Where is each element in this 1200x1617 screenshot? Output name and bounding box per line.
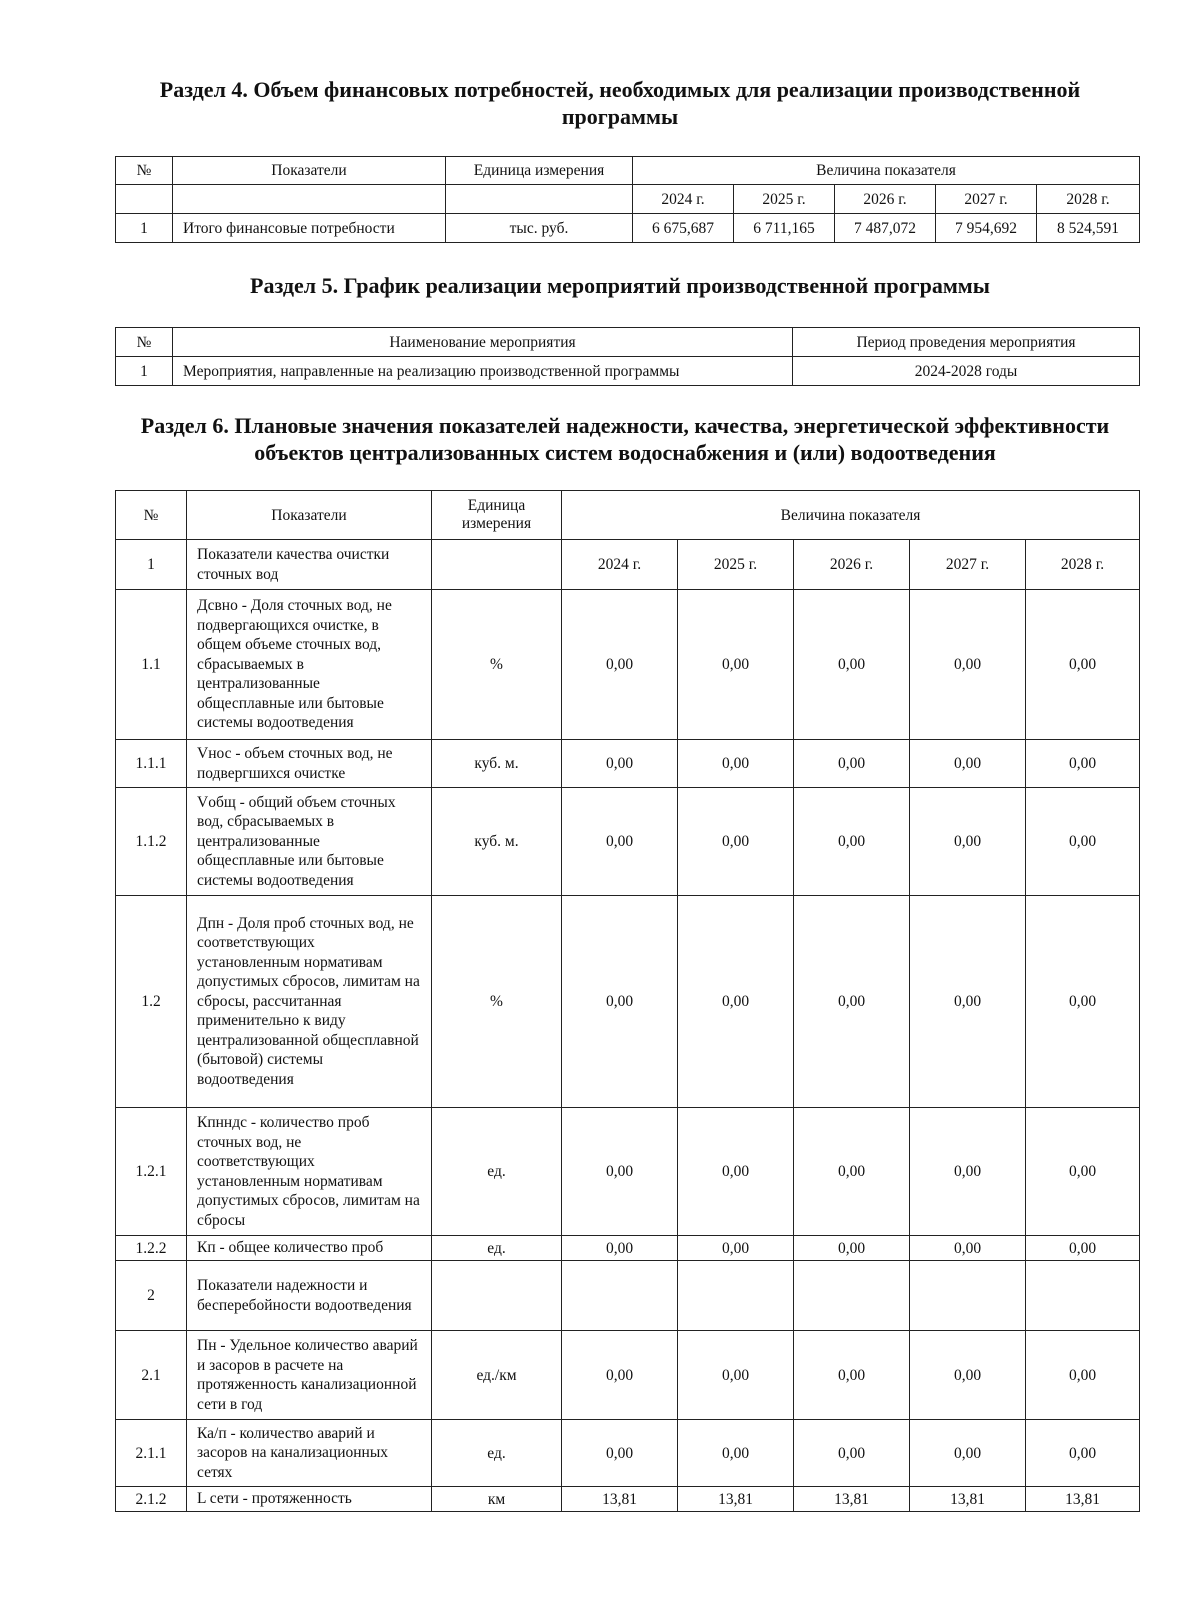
header-unit: Единица измерения	[432, 491, 562, 540]
row-indicator: L сети - протяженность	[187, 1487, 432, 1512]
row-num: 2	[116, 1261, 187, 1331]
row-unit: ед.	[432, 1420, 562, 1487]
value-cell: 0,00	[562, 788, 678, 896]
value-cell: 0,00	[562, 1420, 678, 1487]
header-num: №	[116, 491, 187, 540]
year-header: 2027 г.	[936, 185, 1037, 214]
value-cell: 0,00	[910, 1108, 1026, 1236]
value-cell: 0,00	[910, 740, 1026, 788]
value-cell: 0,00	[910, 1236, 1026, 1261]
row-num: 1.1.2	[116, 788, 187, 896]
year-header: 2028 г.	[1026, 540, 1140, 590]
header-name: Наименование мероприятия	[173, 328, 793, 357]
value-cell: 0,00	[562, 1108, 678, 1236]
section6-table	[115, 490, 1140, 1512]
row-num: 2.1	[116, 1331, 187, 1420]
value-cell: 8 524,591	[1037, 214, 1140, 243]
value-cell: 0,00	[910, 1331, 1026, 1420]
table-row	[116, 740, 1140, 788]
header-num: №	[116, 328, 173, 357]
header-num: №	[116, 157, 173, 185]
value-cell: 0,00	[1026, 1420, 1140, 1487]
row-indicator: Пн - Удельное количество аварий и засоров в расчете на протяженность канализационной сети в год	[187, 1331, 432, 1420]
value-cell: 0,00	[794, 788, 910, 896]
value-cell: 13,81	[562, 1487, 678, 1512]
row-unit: куб. м.	[432, 740, 562, 788]
header-period: Период проведения мероприятия	[793, 328, 1140, 357]
row-unit	[432, 1261, 562, 1331]
row-indicator: Vнос - объем сточных вод, не подвергшихся очистке	[187, 740, 432, 788]
row-unit: ед.	[432, 1236, 562, 1261]
year-header: 2024 г.	[633, 185, 734, 214]
row-num: 1.1.1	[116, 740, 187, 788]
year-header: 2025 г.	[678, 540, 794, 590]
value-cell: 0,00	[794, 740, 910, 788]
table-row	[116, 214, 1140, 243]
row-unit: ед./км	[432, 1331, 562, 1420]
row-num: 1	[116, 357, 173, 386]
value-cell: 13,81	[794, 1487, 910, 1512]
row-period: 2024-2028 годы	[793, 357, 1140, 386]
value-cell: 0,00	[1026, 788, 1140, 896]
row-num: 1.2.1	[116, 1108, 187, 1236]
value-cell: 0,00	[678, 896, 794, 1108]
empty-cell	[446, 185, 633, 214]
row-indicator: Кп - общее количество проб	[187, 1236, 432, 1261]
row-indicator: Vобщ - общий объем сточных вод, сбрасываемых в централизованные общесплавные или бытовые системы водоотведения	[187, 788, 432, 896]
value-cell: 0,00	[562, 740, 678, 788]
table-row	[116, 788, 1140, 896]
row-indicator: Итого финансовые потребности	[173, 214, 446, 243]
value-cell: 0,00	[562, 1331, 678, 1420]
row-indicator: Кпнндс - количество проб сточных вод, не соответствующих установленным нормативам допустимых сбросов, лимитам на сбросы	[187, 1108, 432, 1236]
value-cell: 6 675,687	[633, 214, 734, 243]
row-indicator: Показатели качества очистки сточных вод	[187, 540, 432, 590]
table-row	[116, 357, 1140, 386]
value-cell: 0,00	[678, 590, 794, 740]
value-cell: 0,00	[910, 788, 1026, 896]
year-header: 2026 г.	[835, 185, 936, 214]
row-num: 1.1	[116, 590, 187, 740]
value-cell	[910, 1261, 1026, 1331]
value-cell: 0,00	[794, 1420, 910, 1487]
row-unit: ед.	[432, 1108, 562, 1236]
value-cell: 0,00	[1026, 1331, 1140, 1420]
section4-table	[115, 156, 1140, 243]
value-cell: 0,00	[910, 1420, 1026, 1487]
header-value: Величина показателя	[562, 491, 1140, 540]
value-cell	[562, 1261, 678, 1331]
value-cell: 0,00	[678, 1108, 794, 1236]
value-cell: 0,00	[678, 1420, 794, 1487]
row-name: Мероприятия, направленные на реализацию производственной программы	[173, 357, 793, 386]
value-cell: 7 954,692	[936, 214, 1037, 243]
value-cell	[1026, 1261, 1140, 1331]
header-indicator: Показатели	[187, 491, 432, 540]
header-value: Величина показателя	[633, 157, 1140, 185]
table-row	[116, 896, 1140, 1108]
row-indicator: Дсвно - Доля сточных вод, не подвергающихся очистке, в общем объеме сточных вод, сбрасываемых в централизованные общесплавные или бытовые системы водоотведения	[187, 590, 432, 740]
value-cell: 0,00	[910, 590, 1026, 740]
value-cell: 0,00	[562, 1236, 678, 1261]
value-cell: 0,00	[562, 896, 678, 1108]
value-cell: 0,00	[1026, 740, 1140, 788]
value-cell: 0,00	[794, 1108, 910, 1236]
value-cell: 0,00	[1026, 1236, 1140, 1261]
value-cell	[794, 1261, 910, 1331]
row-indicator: Ка/п - количество аварий и засоров на канализационных сетях	[187, 1420, 432, 1487]
year-header: 2025 г.	[734, 185, 835, 214]
table-row	[116, 1487, 1140, 1512]
value-cell: 0,00	[678, 740, 794, 788]
value-cell: 0,00	[910, 896, 1026, 1108]
table-row	[116, 1261, 1140, 1331]
row-num: 1	[116, 214, 173, 243]
year-header: 2026 г.	[794, 540, 910, 590]
row-num: 1.2.2	[116, 1236, 187, 1261]
value-cell: 13,81	[1026, 1487, 1140, 1512]
row-unit: куб. м.	[432, 788, 562, 896]
table-row	[116, 540, 1140, 590]
row-indicator: Показатели надежности и бесперебойности водоотведения	[187, 1261, 432, 1331]
row-num: 1.2	[116, 896, 187, 1108]
value-cell: 0,00	[794, 590, 910, 740]
year-header: 2027 г.	[910, 540, 1026, 590]
value-cell: 0,00	[678, 1331, 794, 1420]
header-unit: Единица измерения	[446, 157, 633, 185]
section5-title: Раздел 5. График реализации мероприятий производственной программы	[250, 273, 990, 298]
row-unit	[432, 540, 562, 590]
row-unit: тыс. руб.	[446, 214, 633, 243]
year-header: 2024 г.	[562, 540, 678, 590]
row-unit: %	[432, 896, 562, 1108]
row-indicator: Дпн - Доля проб сточных вод, не соответствующих установленным нормативам допустимых сбросов, лимитам на сбросы, рассчитанная применительно к виду централизованной общесплавной (бытовой) системы водоотведения	[187, 896, 432, 1108]
table-row	[116, 1331, 1140, 1420]
row-num: 1	[116, 540, 187, 590]
row-num: 2.1.1	[116, 1420, 187, 1487]
value-cell: 0,00	[794, 1236, 910, 1261]
value-cell: 0,00	[794, 1331, 910, 1420]
value-cell: 0,00	[562, 590, 678, 740]
row-num: 2.1.2	[116, 1487, 187, 1512]
table-row	[116, 1108, 1140, 1236]
row-unit: %	[432, 590, 562, 740]
section5-table	[115, 327, 1140, 386]
table-row	[116, 1420, 1140, 1487]
section4-title: Раздел 4. Объем финансовых потребностей, необходимых для реализации производственной программы	[159, 77, 1081, 129]
value-cell: 6 711,165	[734, 214, 835, 243]
table-row	[116, 1236, 1140, 1261]
table-row	[116, 590, 1140, 740]
value-cell: 7 487,072	[835, 214, 936, 243]
value-cell: 0,00	[678, 1236, 794, 1261]
value-cell: 0,00	[794, 896, 910, 1108]
value-cell: 0,00	[1026, 590, 1140, 740]
empty-cell	[173, 185, 446, 214]
header-indicator: Показатели	[173, 157, 446, 185]
section6-title: Раздел 6. Плановые значения показателей надежности, качества, энергетической эффективности объектов централизованных систем водоснабжения и (или) водоотведения	[140, 413, 1110, 465]
year-header: 2028 г.	[1037, 185, 1140, 214]
value-cell: 0,00	[678, 788, 794, 896]
value-cell: 0,00	[1026, 896, 1140, 1108]
value-cell: 13,81	[910, 1487, 1026, 1512]
row-unit: км	[432, 1487, 562, 1512]
value-cell: 0,00	[1026, 1108, 1140, 1236]
value-cell: 13,81	[678, 1487, 794, 1512]
value-cell	[678, 1261, 794, 1331]
empty-cell	[116, 185, 173, 214]
